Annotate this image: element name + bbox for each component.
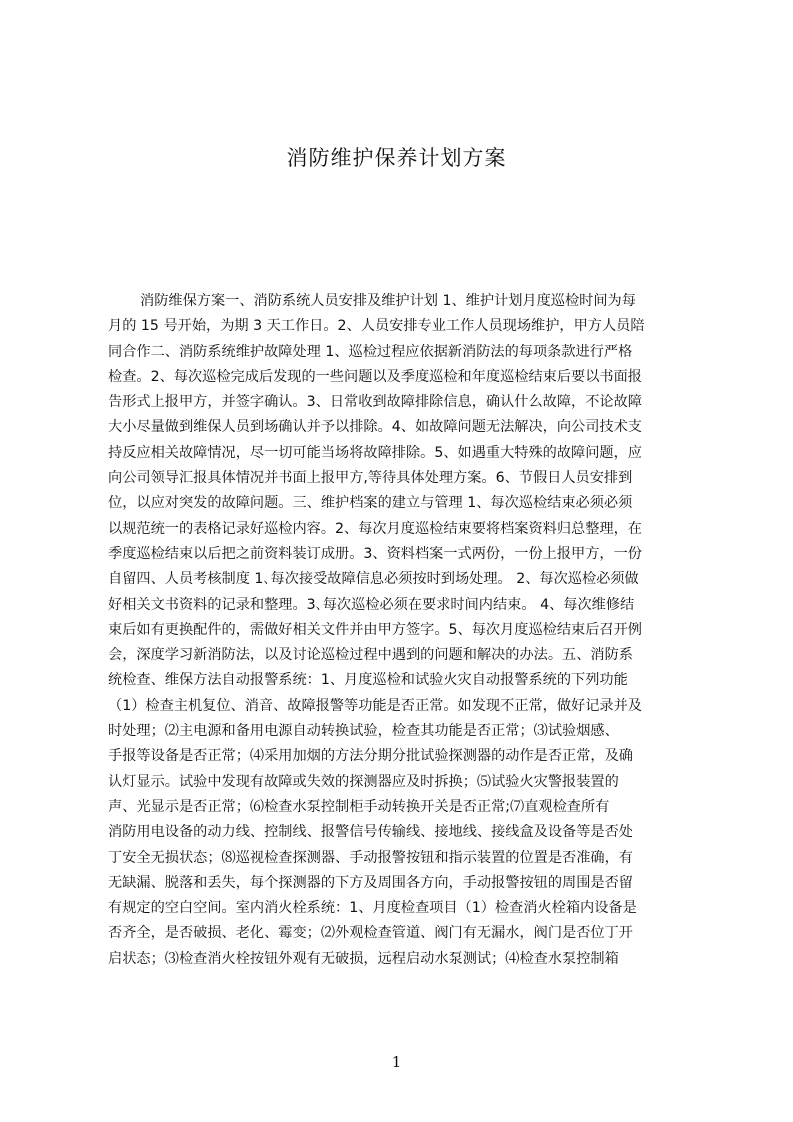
page-number: 1: [391, 1053, 402, 1071]
body-line: 丁安全无损状态；⑻巡视检查探测器、手动报警按钮和指示装置的位置是否准确，有: [108, 849, 633, 866]
body-line: 同合作二、消防系统维护故障处理 1、巡检过程应依据新消防法的每项条款进行严格: [108, 343, 633, 360]
document-title: 消防维护保养计划方案: [286, 146, 507, 170]
body-line: 会，深度学习新消防法，以及讨论巡检过程中遇到的问题和解决的办法。五、消防系: [108, 647, 633, 664]
body-line: 否齐全，是否破损、老化、霉变；⑵外观检查管道、阀门有无漏水，阀门是否位丁开: [108, 925, 633, 942]
body-line: 有规定的空白空间。室内消火栓系统：1、月度检查项目（1）检查消火栓箱内设备是: [108, 900, 637, 917]
body-line: 以规范统一的表格记录好巡检内容。2、每次月度巡检结束要将档案资料归总整理，在: [108, 520, 642, 537]
document-body: [108, 289, 698, 1079]
body-line: 自留四、人员考核制度 1､每次接受故障信息必须按时到场处理。 2、每次巡检必须做: [108, 571, 639, 588]
body-line: 消防维保方案一、消防系统人员安排及维护计划 1、维护计划月度巡检时间为每: [140, 293, 636, 309]
body-line: 启状态；⑶检查消火栓按钮外观有无破损，远程启动水泵测试；⑷检查水泵控制箱: [108, 950, 619, 967]
body-line: 季度巡检结束以后把之前资料装订成册。3、资料档案一式两份，一份上报甲方，一份: [108, 545, 642, 562]
body-line: 手报等设备是否正常；⑷采用加烟的方法分期分批试验探测器的动作是否正常，及确: [108, 748, 633, 765]
body-line: 月的 15 号开始，为期 3 天工作日。2、人员安排专业工作人员现场维护，甲方人员陪: [108, 318, 645, 335]
body-line: 告形式上报甲方，并签字确认。3、日常收到故障排除信息，确认什么故障，不论故障: [108, 394, 642, 411]
body-line: 束后如有更换配件的，需做好相关文件并由甲方签字。5、每次月度巡检结束后召开例: [108, 621, 642, 638]
body-line: 大小尽量做到维保人员到场确认并予以排除。4、如故障问题无法解决，向公司技术支: [108, 419, 642, 436]
body-line: 无缺漏、脱落和丢失，每个探测器的下方及周围各方向，手动报警按钮的周围是否留: [108, 874, 633, 891]
body-line: 检查。2、每次巡检完成后发现的一些问题以及季度巡检和年度巡检结束后要以书面报: [108, 368, 642, 385]
body-line: 认灯显示。试验中发现有故障或失效的探测器应及时拆换；⑸试验火灾警报装置的: [108, 773, 619, 790]
body-line: 向公司领导汇报具体情况并书面上报甲方,等待具体处理方案。6、节假日人员安排到: [108, 470, 633, 487]
body-line: 好相关文书资料的记录和整理。3､每次巡检必须在要求时间内结束。 4、每次维修结: [108, 596, 635, 613]
body-line: 持反应相关故障情况，尽一切可能当场将故障排除。5、如遇重大特殊的故障问题，应: [108, 444, 642, 461]
body-line: 位，以应对突发的故障问题。三、维护档案的建立与管理 1、每次巡检结束必须必须: [108, 495, 633, 512]
body-line: 统检查、维保方法自动报警系统：1、月度巡检和试验火灾自动报警系统的下列功能: [108, 672, 628, 689]
body-line: 时处理；⑵主电源和备用电源自动转换试验，检查其功能是否正常；⑶试验烟感、: [108, 723, 619, 740]
body-line: 消防用电设备的动力线、控制线、报警信号传输线、接地线、接线盒及设备等是否处: [108, 824, 633, 841]
body-line: （1）检查主机复位、消音、故障报警等功能是否正常。如发现不正常，做好记录并及: [108, 697, 642, 714]
body-line: 声、光显示是否正常；⑹检查水泵控制柜手动转换开关是否正常;⑺直观检查所有: [108, 798, 610, 815]
